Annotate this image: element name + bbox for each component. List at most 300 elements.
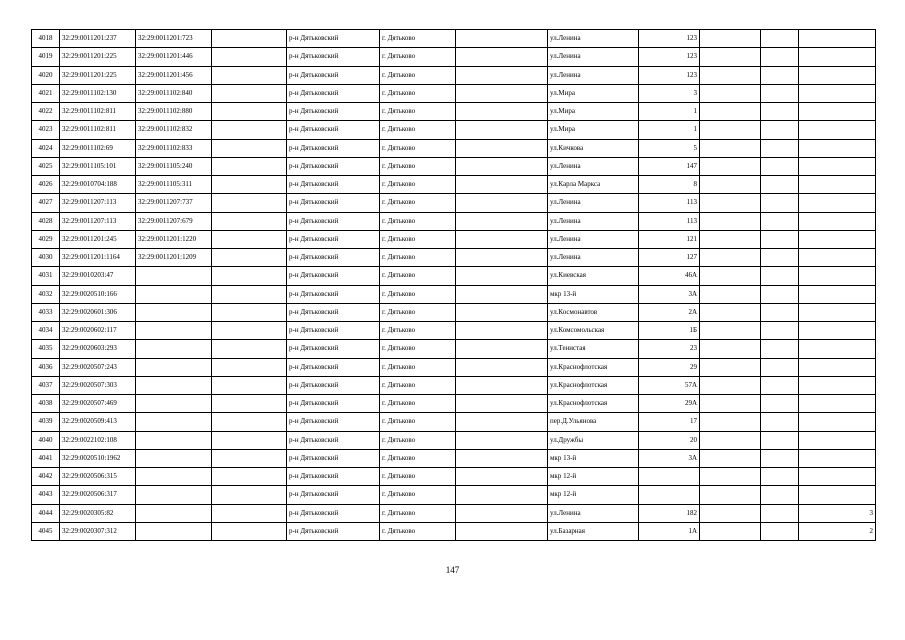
empty-cell: [212, 157, 287, 175]
empty-cell: [456, 157, 548, 175]
street-cell: ул.Комсомольская: [548, 322, 639, 340]
empty-cell: [761, 176, 799, 194]
last-value-cell: [799, 30, 876, 48]
row-number-cell: 4039: [32, 413, 60, 431]
district-cell: р-н Дятьковский: [287, 157, 380, 175]
house-number-cell: [639, 486, 700, 504]
empty-cell: [456, 413, 548, 431]
empty-cell: [456, 340, 548, 358]
empty-cell: [761, 84, 799, 102]
empty-cell: [761, 66, 799, 84]
street-cell: ул.Кичкова: [548, 139, 639, 157]
cadastral-number-2-cell: [136, 303, 212, 321]
cadastral-number-cell: 32:29:0020510:166: [60, 285, 136, 303]
street-cell: мкр 13-й: [548, 449, 639, 467]
empty-cell: [700, 358, 761, 376]
house-number-cell: [639, 468, 700, 486]
empty-cell: [456, 48, 548, 66]
empty-cell: [212, 522, 287, 540]
empty-cell: [456, 249, 548, 267]
cadastral-number-cell: 32:29:0020509:413: [60, 413, 136, 431]
street-cell: ул.Мира: [548, 103, 639, 121]
register-table: [31, 29, 876, 541]
empty-cell: [761, 522, 799, 540]
row-number-cell: 4026: [32, 176, 60, 194]
row-number-cell: 4021: [32, 84, 60, 102]
empty-cell: [212, 267, 287, 285]
cadastral-number-cell: 32:29:0011207:113: [60, 194, 136, 212]
empty-cell: [212, 358, 287, 376]
street-cell: ул.Киевская: [548, 267, 639, 285]
cadastral-number-cell: 32:29:0020603:293: [60, 340, 136, 358]
empty-cell: [456, 212, 548, 230]
cadastral-number-cell: 32:29:0011102:69: [60, 139, 136, 157]
city-cell: г. Дятьково: [380, 413, 456, 431]
last-value-cell: [799, 212, 876, 230]
cadastral-number-cell: 32:29:0020601:306: [60, 303, 136, 321]
street-cell: ул.Ленина: [548, 249, 639, 267]
district-cell: р-н Дятьковский: [287, 139, 380, 157]
district-cell: р-н Дятьковский: [287, 340, 380, 358]
table-row: [32, 66, 876, 84]
house-number-cell: 3А: [639, 285, 700, 303]
city-cell: г. Дятьково: [380, 121, 456, 139]
empty-cell: [700, 486, 761, 504]
district-cell: р-н Дятьковский: [287, 522, 380, 540]
cadastral-number-cell: 32:29:0011201:225: [60, 66, 136, 84]
row-number-cell: 4025: [32, 157, 60, 175]
empty-cell: [212, 340, 287, 358]
last-value-cell: 2: [799, 522, 876, 540]
empty-cell: [456, 395, 548, 413]
city-cell: г. Дятьково: [380, 157, 456, 175]
cadastral-number-2-cell: [136, 522, 212, 540]
street-cell: ул.Космонавтов: [548, 303, 639, 321]
city-cell: г. Дятьково: [380, 486, 456, 504]
district-cell: р-н Дятьковский: [287, 230, 380, 248]
last-value-cell: [799, 285, 876, 303]
empty-cell: [761, 413, 799, 431]
row-number-cell: 4040: [32, 431, 60, 449]
empty-cell: [212, 249, 287, 267]
house-number-cell: 1: [639, 103, 700, 121]
empty-cell: [700, 285, 761, 303]
empty-cell: [700, 413, 761, 431]
last-value-cell: [799, 413, 876, 431]
row-number-cell: 4027: [32, 194, 60, 212]
house-number-cell: 46А: [639, 267, 700, 285]
empty-cell: [700, 376, 761, 394]
empty-cell: [761, 139, 799, 157]
table-row: [32, 267, 876, 285]
city-cell: г. Дятьково: [380, 468, 456, 486]
last-value-cell: [799, 340, 876, 358]
empty-cell: [700, 267, 761, 285]
city-cell: г. Дятьково: [380, 303, 456, 321]
cadastral-number-2-cell: [136, 340, 212, 358]
empty-cell: [456, 285, 548, 303]
empty-cell: [456, 176, 548, 194]
empty-cell: [761, 395, 799, 413]
empty-cell: [761, 431, 799, 449]
table-row: [32, 376, 876, 394]
empty-cell: [456, 194, 548, 212]
empty-cell: [700, 522, 761, 540]
empty-cell: [761, 267, 799, 285]
last-value-cell: 3: [799, 504, 876, 522]
district-cell: р-н Дятьковский: [287, 66, 380, 84]
cadastral-number-cell: 32:29:0011207:113: [60, 212, 136, 230]
last-value-cell: [799, 84, 876, 102]
street-cell: пер.Д.Ульянова: [548, 413, 639, 431]
house-number-cell: 29: [639, 358, 700, 376]
empty-cell: [212, 194, 287, 212]
table-row: [32, 194, 876, 212]
cadastral-number-cell: 32:29:0020507:469: [60, 395, 136, 413]
city-cell: г. Дятьково: [380, 103, 456, 121]
cadastral-number-2-cell: 32:29:0011105:240: [136, 157, 212, 175]
table-row: [32, 431, 876, 449]
empty-cell: [700, 431, 761, 449]
district-cell: р-н Дятьковский: [287, 103, 380, 121]
empty-cell: [456, 358, 548, 376]
empty-cell: [456, 139, 548, 157]
last-value-cell: [799, 267, 876, 285]
table-row: [32, 522, 876, 540]
empty-cell: [212, 139, 287, 157]
district-cell: р-н Дятьковский: [287, 194, 380, 212]
city-cell: г. Дятьково: [380, 194, 456, 212]
empty-cell: [212, 48, 287, 66]
row-number-cell: 4030: [32, 249, 60, 267]
row-number-cell: 4029: [32, 230, 60, 248]
empty-cell: [761, 249, 799, 267]
empty-cell: [761, 121, 799, 139]
empty-cell: [761, 486, 799, 504]
cadastral-number-cell: 32:29:0011201:225: [60, 48, 136, 66]
empty-cell: [456, 230, 548, 248]
cadastral-number-2-cell: [136, 413, 212, 431]
empty-cell: [212, 504, 287, 522]
table-row: [32, 413, 876, 431]
city-cell: г. Дятьково: [380, 267, 456, 285]
street-cell: ул.Ленина: [548, 48, 639, 66]
cadastral-number-cell: 32:29:0020506:315: [60, 468, 136, 486]
empty-cell: [700, 157, 761, 175]
district-cell: р-н Дятьковский: [287, 249, 380, 267]
house-number-cell: 121: [639, 230, 700, 248]
empty-cell: [761, 48, 799, 66]
district-cell: р-н Дятьковский: [287, 48, 380, 66]
empty-cell: [761, 322, 799, 340]
empty-cell: [761, 230, 799, 248]
empty-cell: [761, 468, 799, 486]
cadastral-number-cell: 32:29:0010704:188: [60, 176, 136, 194]
last-value-cell: [799, 48, 876, 66]
empty-cell: [761, 358, 799, 376]
empty-cell: [700, 230, 761, 248]
empty-cell: [212, 30, 287, 48]
house-number-cell: 57А: [639, 376, 700, 394]
last-value-cell: [799, 139, 876, 157]
empty-cell: [212, 431, 287, 449]
table-row: [32, 249, 876, 267]
row-number-cell: 4019: [32, 48, 60, 66]
empty-cell: [456, 30, 548, 48]
house-number-cell: 29А: [639, 395, 700, 413]
cadastral-number-2-cell: 32:29:0011201:1209: [136, 249, 212, 267]
cadastral-number-2-cell: 32:29:0011102:832: [136, 121, 212, 139]
empty-cell: [212, 468, 287, 486]
last-value-cell: [799, 431, 876, 449]
district-cell: р-н Дятьковский: [287, 121, 380, 139]
empty-cell: [212, 376, 287, 394]
empty-cell: [456, 522, 548, 540]
table-row: [32, 121, 876, 139]
last-value-cell: [799, 486, 876, 504]
house-number-cell: 20: [639, 431, 700, 449]
table-row: [32, 48, 876, 66]
empty-cell: [700, 176, 761, 194]
street-cell: ул.Базарная: [548, 522, 639, 540]
city-cell: г. Дятьково: [380, 395, 456, 413]
cadastral-number-2-cell: 32:29:0011102:833: [136, 139, 212, 157]
empty-cell: [212, 230, 287, 248]
empty-cell: [212, 84, 287, 102]
house-number-cell: 1Б: [639, 322, 700, 340]
last-value-cell: [799, 468, 876, 486]
city-cell: г. Дятьково: [380, 358, 456, 376]
cadastral-number-cell: 32:29:0020305:82: [60, 504, 136, 522]
street-cell: ул.Дружбы: [548, 431, 639, 449]
cadastral-number-2-cell: 32:29:0011201:723: [136, 30, 212, 48]
empty-cell: [212, 322, 287, 340]
empty-cell: [212, 395, 287, 413]
cadastral-number-2-cell: [136, 267, 212, 285]
city-cell: г. Дятьково: [380, 376, 456, 394]
house-number-cell: 1А: [639, 522, 700, 540]
last-value-cell: [799, 449, 876, 467]
row-number-cell: 4037: [32, 376, 60, 394]
empty-cell: [212, 103, 287, 121]
street-cell: мкр 13-й: [548, 285, 639, 303]
table-row: [32, 230, 876, 248]
table-row: [32, 303, 876, 321]
last-value-cell: [799, 249, 876, 267]
street-cell: мкр 12-й: [548, 486, 639, 504]
empty-cell: [456, 303, 548, 321]
street-cell: ул.Ленина: [548, 157, 639, 175]
street-cell: ул.Краснофлотская: [548, 395, 639, 413]
cadastral-number-cell: 32:29:0020506:317: [60, 486, 136, 504]
house-number-cell: 1: [639, 121, 700, 139]
cadastral-number-cell: 32:29:0020507:303: [60, 376, 136, 394]
street-cell: ул.Ленина: [548, 30, 639, 48]
last-value-cell: [799, 358, 876, 376]
cadastral-number-cell: 32:29:0011102:811: [60, 121, 136, 139]
last-value-cell: [799, 66, 876, 84]
street-cell: ул.Тенистая: [548, 340, 639, 358]
empty-cell: [456, 322, 548, 340]
street-cell: ул.Карла Маркса: [548, 176, 639, 194]
table-row: [32, 449, 876, 467]
cadastral-number-cell: 32:29:0020510:1962: [60, 449, 136, 467]
last-value-cell: [799, 376, 876, 394]
table-row: [32, 486, 876, 504]
empty-cell: [456, 84, 548, 102]
row-number-cell: 4028: [32, 212, 60, 230]
empty-cell: [456, 504, 548, 522]
table-row: [32, 84, 876, 102]
district-cell: р-н Дятьковский: [287, 486, 380, 504]
district-cell: р-н Дятьковский: [287, 176, 380, 194]
last-value-cell: [799, 395, 876, 413]
empty-cell: [700, 395, 761, 413]
cadastral-number-cell: 32:29:0022102:108: [60, 431, 136, 449]
empty-cell: [456, 486, 548, 504]
cadastral-number-2-cell: [136, 376, 212, 394]
table-row: [32, 358, 876, 376]
row-number-cell: 4033: [32, 303, 60, 321]
empty-cell: [456, 468, 548, 486]
city-cell: г. Дятьково: [380, 66, 456, 84]
empty-cell: [456, 431, 548, 449]
empty-cell: [212, 66, 287, 84]
row-number-cell: 4020: [32, 66, 60, 84]
row-number-cell: 4043: [32, 486, 60, 504]
empty-cell: [212, 486, 287, 504]
empty-cell: [212, 176, 287, 194]
cadastral-number-cell: 32:29:0011201:237: [60, 30, 136, 48]
street-cell: ул.Краснофлотская: [548, 358, 639, 376]
cadastral-number-cell: 32:29:0011201:1164: [60, 249, 136, 267]
empty-cell: [700, 194, 761, 212]
empty-cell: [456, 267, 548, 285]
district-cell: р-н Дятьковский: [287, 84, 380, 102]
cadastral-number-2-cell: [136, 468, 212, 486]
page-number: 147: [445, 565, 460, 575]
cadastral-number-cell: 32:29:0020507:243: [60, 358, 136, 376]
city-cell: г. Дятьково: [380, 340, 456, 358]
cadastral-number-2-cell: [136, 395, 212, 413]
district-cell: р-н Дятьковский: [287, 468, 380, 486]
cadastral-number-2-cell: [136, 486, 212, 504]
empty-cell: [456, 449, 548, 467]
street-cell: ул.Мира: [548, 84, 639, 102]
street-cell: ул.Ленина: [548, 66, 639, 84]
table-row: [32, 504, 876, 522]
empty-cell: [456, 121, 548, 139]
cadastral-number-cell: 32:29:0011105:101: [60, 157, 136, 175]
last-value-cell: [799, 303, 876, 321]
district-cell: р-н Дятьковский: [287, 395, 380, 413]
house-number-cell: 113: [639, 194, 700, 212]
cadastral-number-2-cell: [136, 449, 212, 467]
cadastral-number-2-cell: 32:29:0011102:840: [136, 84, 212, 102]
district-cell: р-н Дятьковский: [287, 413, 380, 431]
cadastral-number-2-cell: [136, 358, 212, 376]
district-cell: р-н Дятьковский: [287, 431, 380, 449]
empty-cell: [700, 121, 761, 139]
city-cell: г. Дятьково: [380, 431, 456, 449]
street-cell: ул.Ленина: [548, 230, 639, 248]
street-cell: ул.Ленина: [548, 194, 639, 212]
city-cell: г. Дятьково: [380, 48, 456, 66]
city-cell: г. Дятьково: [380, 230, 456, 248]
last-value-cell: [799, 230, 876, 248]
street-cell: ул.Мира: [548, 121, 639, 139]
house-number-cell: 127: [639, 249, 700, 267]
empty-cell: [761, 376, 799, 394]
house-number-cell: 2А: [639, 303, 700, 321]
cadastral-number-2-cell: 32:29:0011207:679: [136, 212, 212, 230]
empty-cell: [212, 285, 287, 303]
street-cell: ул.Ленина: [548, 212, 639, 230]
house-number-cell: 123: [639, 66, 700, 84]
table-row: [32, 157, 876, 175]
house-number-cell: 5: [639, 139, 700, 157]
last-value-cell: [799, 176, 876, 194]
table-row: [32, 322, 876, 340]
house-number-cell: 3: [639, 84, 700, 102]
cadastral-number-cell: 32:29:0011102:130: [60, 84, 136, 102]
row-number-cell: 4041: [32, 449, 60, 467]
city-cell: г. Дятьково: [380, 176, 456, 194]
cadastral-number-2-cell: [136, 322, 212, 340]
empty-cell: [761, 194, 799, 212]
house-number-cell: 113: [639, 212, 700, 230]
house-number-cell: 3А: [639, 449, 700, 467]
district-cell: р-н Дятьковский: [287, 303, 380, 321]
row-number-cell: 4038: [32, 395, 60, 413]
empty-cell: [761, 157, 799, 175]
empty-cell: [456, 103, 548, 121]
cadastral-number-2-cell: 32:29:0011105:311: [136, 176, 212, 194]
empty-cell: [700, 139, 761, 157]
empty-cell: [700, 66, 761, 84]
district-cell: р-н Дятьковский: [287, 285, 380, 303]
row-number-cell: 4035: [32, 340, 60, 358]
empty-cell: [700, 30, 761, 48]
district-cell: р-н Дятьковский: [287, 30, 380, 48]
cadastral-number-2-cell: 32:29:0011201:456: [136, 66, 212, 84]
table-row: [32, 103, 876, 121]
cadastral-number-2-cell: [136, 285, 212, 303]
city-cell: г. Дятьково: [380, 212, 456, 230]
row-number-cell: 4044: [32, 504, 60, 522]
empty-cell: [700, 103, 761, 121]
cadastral-number-2-cell: 32:29:0011207:737: [136, 194, 212, 212]
empty-cell: [761, 30, 799, 48]
table-row: [32, 176, 876, 194]
cadastral-number-2-cell: 32:29:0011201:1220: [136, 230, 212, 248]
cadastral-number-2-cell: [136, 431, 212, 449]
row-number-cell: 4045: [32, 522, 60, 540]
empty-cell: [761, 285, 799, 303]
city-cell: г. Дятьково: [380, 522, 456, 540]
city-cell: г. Дятьково: [380, 84, 456, 102]
cadastral-number-2-cell: [136, 504, 212, 522]
table-row: [32, 139, 876, 157]
empty-cell: [761, 212, 799, 230]
row-number-cell: 4042: [32, 468, 60, 486]
cadastral-number-cell: 32:29:0010203:47: [60, 267, 136, 285]
cadastral-number-cell: 32:29:0011201:245: [60, 230, 136, 248]
cadastral-number-2-cell: 32:29:0011201:446: [136, 48, 212, 66]
empty-cell: [700, 504, 761, 522]
empty-cell: [700, 340, 761, 358]
cadastral-number-cell: 32:29:0020307:312: [60, 522, 136, 540]
